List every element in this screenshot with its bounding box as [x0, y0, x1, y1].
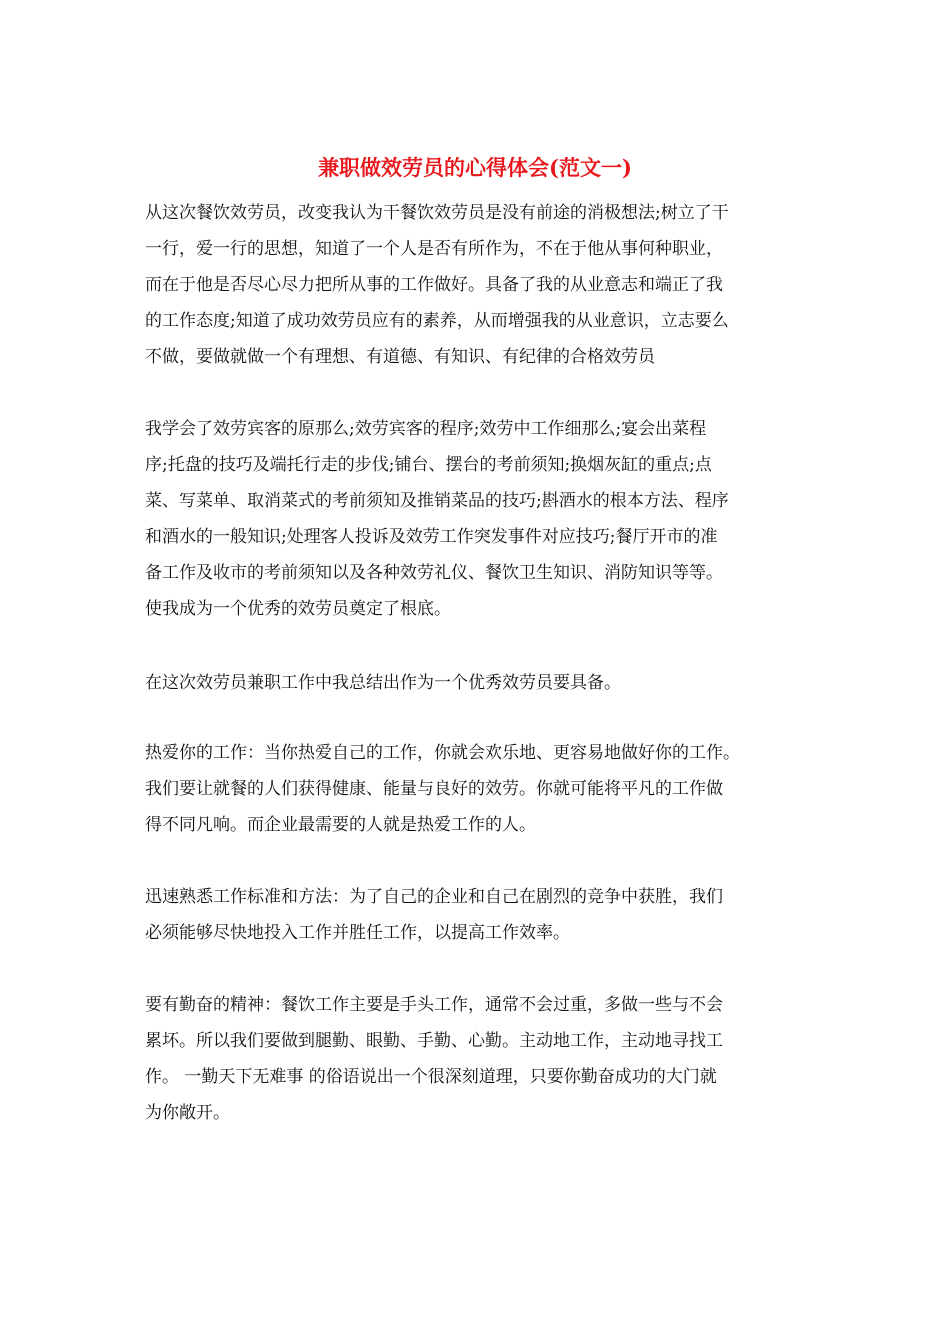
paragraph-5: [145, 879, 825, 951]
text-line: 的工作态度;知道了成功效劳员应有的素养，从而增强我的从业意识，立志要么: [145, 311, 729, 331]
text-line: 要有勤奋的精神：餐饮工作主要是手头工作，通常不会过重，多做一些与不会: [145, 995, 723, 1015]
text-line: 不做，要做就做一个有理想、有道德、有知识、有纪律的合格效劳员: [145, 347, 655, 367]
paragraph-2: [145, 411, 825, 627]
text-line: 必须能够尽快地投入工作并胜任工作，以提高工作效率。: [145, 923, 570, 943]
text-line: 为你敞开。: [145, 1103, 230, 1123]
text-line: 一行，爱一行的思想，知道了一个人是否有所作为，不在于他从事何种职业，: [145, 239, 723, 259]
text-line: 作。 一勤天下无难事 的俗语说出一个很深刻道理，只要你勤奋成功的大门就: [145, 1067, 717, 1087]
text-line: 累坏。所以我们要做到腿勤、眼勤、手勤、心勤。主动地工作，主动地寻找工: [145, 1031, 723, 1051]
paragraph-6: [145, 987, 825, 1131]
text-line: 菜、写菜单、取消菜式的考前须知及推销菜品的技巧;斟酒水的根本方法、程序: [145, 491, 729, 511]
paragraph-4: [145, 735, 825, 843]
text-line: 我学会了效劳宾客的原那么;效劳宾客的程序;效劳中工作细那么;宴会出菜程: [145, 419, 707, 439]
text-line: 我们要让就餐的人们获得健康、能量与良好的效劳。你就可能将平凡的工作做: [145, 779, 723, 799]
text-line: 得不同凡响。而企业最需要的人就是热爱工作的人。: [145, 815, 536, 835]
text-line: 使我成为一个优秀的效劳员奠定了根底。: [145, 599, 451, 619]
document-title: 兼职做效劳员的心得体会(范文一): [318, 155, 632, 180]
paragraph-3: [145, 665, 825, 701]
text-line: 序;托盘的技巧及端托行走的步伐;铺台、摆台的考前须知;换烟灰缸的重点;点: [145, 455, 712, 475]
text-line: 而在于他是否尽心尽力把所从事的工作做好。具备了我的从业意志和端正了我: [145, 275, 723, 295]
text-line: 迅速熟悉工作标准和方法：为了自己的企业和自己在剧烈的竞争中获胜，我们: [145, 887, 723, 907]
text-line: 和酒水的一般知识;处理客人投诉及效劳工作突发事件对应技巧;餐厅开市的准: [145, 527, 718, 547]
paragraph-1: [145, 195, 825, 375]
text-line: 从这次餐饮效劳员，改变我认为干餐饮效劳员是没有前途的消极想法;树立了干: [145, 203, 729, 223]
text-line: 在这次效劳员兼职工作中我总结出作为一个优秀效劳员要具备。: [145, 673, 621, 693]
text-line: 热爱你的工作：当你热爱自己的工作，你就会欢乐地、更容易地做好你的工作。: [145, 743, 740, 763]
text-line: 备工作及收市的考前须知以及各种效劳礼仪、餐饮卫生知识、消防知识等等。: [145, 563, 723, 583]
